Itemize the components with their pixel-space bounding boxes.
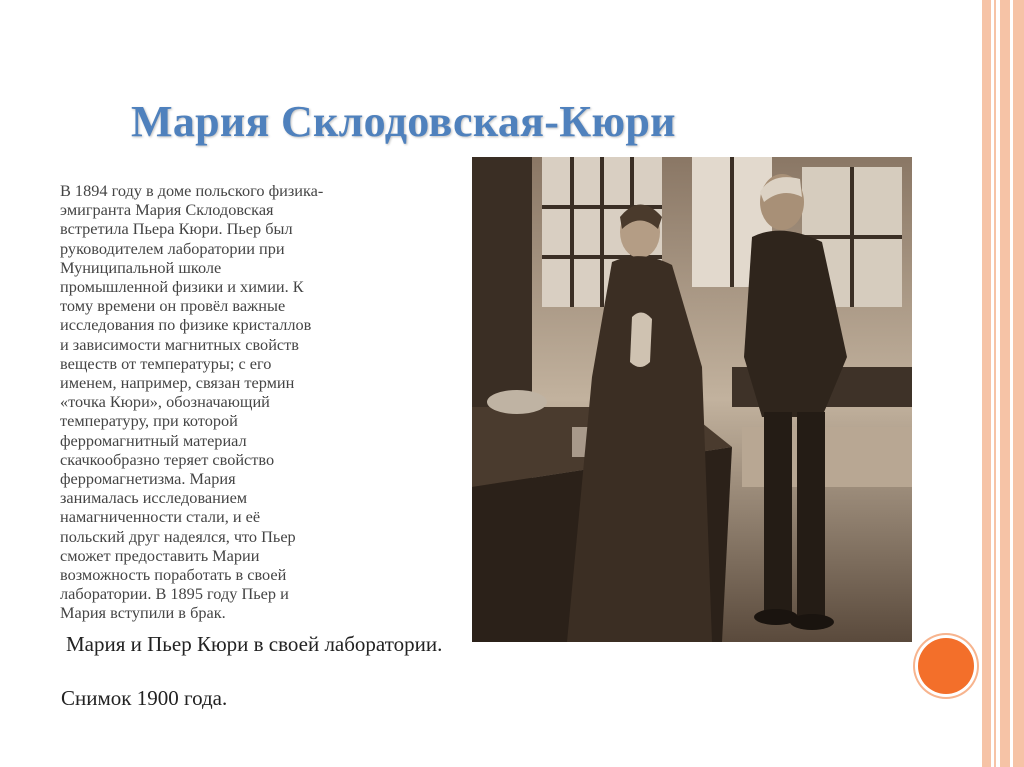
photo-date: Снимок 1900 года.	[61, 686, 228, 710]
biography-text: В 1894 году в доме польского физика- эмигранта Мария Склодовская встретила Пьера Кюри. Пьер был руководителем лаборатории при Муниципальной школе промышленной физики и химии. К тому времени он провёл важные исследования по физике кристаллов и зависимости магнитных свойств веществ от температуры; с его именем, например, связан термин «точка Кюри», обозначающий температуру, при которой ферромагнитный материал скачкообразно теряет свойство ферромагнетизма. Мария занималась исследованием намагниченности стали, и её польский друг надеялся, что Пьер сможет предоставить Марии возможность поработать в своей лаборатории. В 1895 году Пьер и Мария вступили в брак.	[60, 181, 324, 623]
photo-caption: Мария и Пьер Кюри в своей лаборатории.	[66, 632, 443, 656]
decorative-circle	[918, 638, 974, 694]
lab-photo	[472, 157, 912, 642]
slide-title: Мария Склодовская-Кюри	[131, 97, 676, 146]
decorative-stripes	[980, 0, 1024, 767]
